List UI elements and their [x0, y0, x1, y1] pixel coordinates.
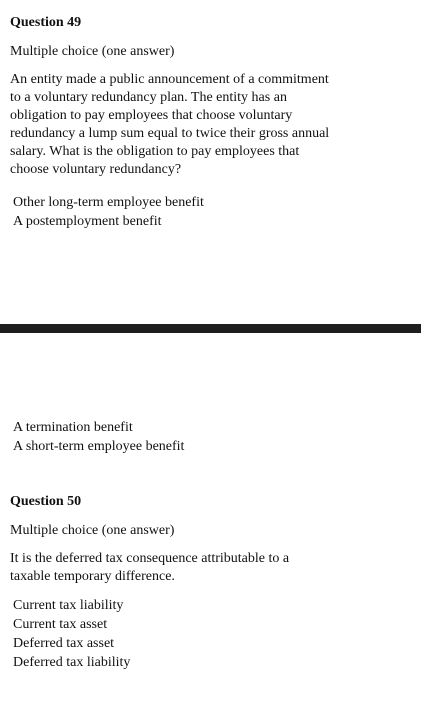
question-49-type: Multiple choice (one answer) — [10, 44, 175, 59]
q50-option-current-tax-liability[interactable]: Current tax liability — [13, 598, 124, 613]
q50-option-current-tax-asset[interactable]: Current tax asset — [13, 617, 108, 632]
q50-option-deferred-tax-liability[interactable]: Deferred tax liability — [13, 655, 131, 670]
q49-option-short-term[interactable]: A short-term employee benefit — [13, 439, 185, 454]
q50-option-deferred-tax-asset[interactable]: Deferred tax asset — [13, 636, 115, 651]
question-50-title: Question 50 — [10, 494, 82, 509]
page-divider — [0, 324, 421, 333]
stem-line: An entity made a public announcement of a commitment — [10, 72, 329, 87]
stem-line: taxable temporary difference. — [10, 569, 175, 584]
question-50-type: Multiple choice (one answer) — [10, 523, 175, 538]
stem-line: to a voluntary redundancy plan. The entity has an — [10, 90, 287, 105]
q49-option-other-long-term[interactable]: Other long-term employee benefit — [13, 195, 204, 210]
q49-option-termination[interactable]: A termination benefit — [13, 420, 133, 435]
stem-line: It is the deferred tax consequence attributable to a — [10, 551, 290, 566]
question-49-title: Question 49 — [10, 15, 82, 30]
question-49-stem — [10, 71, 350, 179]
stem-line: salary. What is the obligation to pay employees that — [10, 144, 300, 159]
stem-line: choose voluntary redundancy? — [10, 162, 182, 177]
question-50-stem — [10, 550, 350, 586]
q49-option-postemployment[interactable]: A postemployment benefit — [13, 214, 162, 229]
stem-line: obligation to pay employees that choose voluntary — [10, 108, 293, 123]
stem-line: redundancy a lump sum equal to twice their gross annual — [10, 126, 330, 141]
